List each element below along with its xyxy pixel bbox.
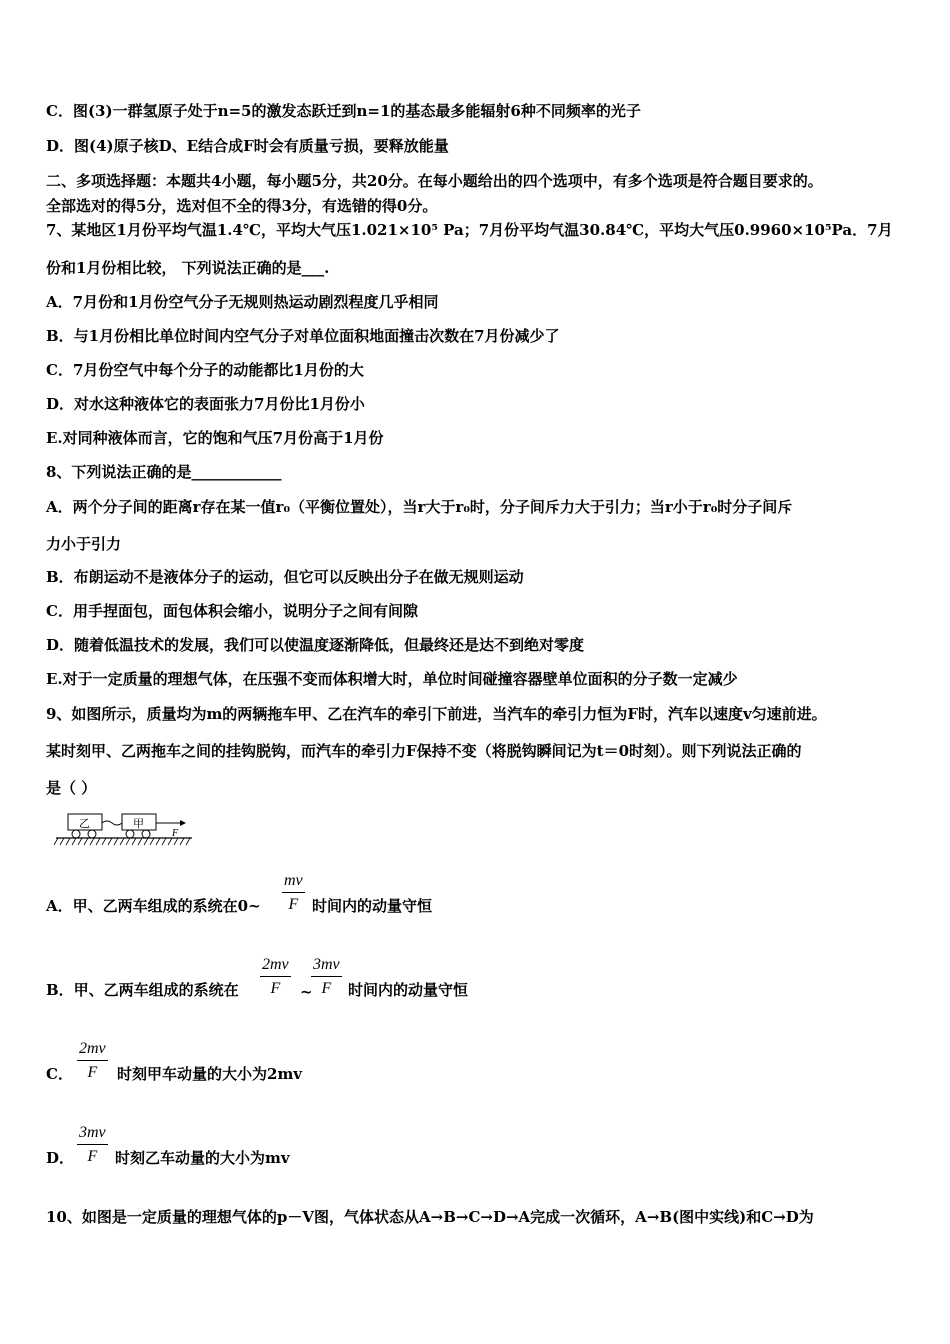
trailer-figure [52, 810, 197, 850]
q7-option-d: D．对水这种液体它的表面张力7月份比1月份小 [46, 395, 365, 413]
q9-stem-1: 9、如图所示，质量均为m的两辆拖车甲、乙在汽车的牵引下前进，当汽车的牵引力恒为F时，汽车以速度v匀速前进。 [46, 705, 827, 723]
q9-option-b-suffix: 时间内的动量守恒 [348, 981, 469, 999]
q8-option-a-1: A．两个分子间的距离r存在某一值r₀（平衡位置处），当r大于r₀时，分子间斥力大于引力；当r小于r₀时分子间斥 [46, 498, 793, 516]
q7-option-c: C．7月份空气中每个分子的动能都比1月份的大 [46, 361, 364, 379]
q8-option-c: C．用手捏面包，面包体积会缩小，说明分子之间有间隙 [46, 602, 418, 620]
q9-option-d-fraction: 3mv F [79, 1124, 106, 1165]
q7-option-a: A．7月份和1月份空气分子无规则热运动剧烈程度几乎相同 [46, 293, 439, 311]
q9-option-c-suffix: 时刻甲车动量的大小为2mv [117, 1065, 303, 1083]
q9-option-c-prefix: C． [46, 1065, 73, 1083]
q9-option-a-fraction: mv F [284, 872, 303, 913]
q9-stem-3: 是（ ） [46, 779, 97, 797]
q7-stem-1: 7、某地区1月份平均气温1.4℃，平均大气压1.021×10⁵ Pa；7月份平均气温30.84℃，平均大气压0.9960×10⁵Pa．7月 [46, 221, 893, 239]
q9-option-b-fraction-1: 2mv F [262, 956, 289, 997]
q8-stem: 8、下列说法正确的是____________ [46, 463, 282, 481]
q9-option-c-fraction: 2mv F [79, 1040, 106, 1081]
q9-option-a-prefix: A．甲、乙两车组成的系统在0~ [46, 897, 261, 915]
q7-option-b: B．与1月份相比单位时间内空气分子对单位面积地面撞击次数在7月份减少了 [46, 327, 560, 345]
line-2: D．图(4)原子核D、E结合成F时会有质量亏损，要释放能量 [46, 137, 449, 155]
q7-stem-2: 份和1月份相比较， 下列说法正确的是___. [46, 259, 330, 277]
force-label: F [172, 828, 179, 839]
q10-stem: 10、如图是一定质量的理想气体的p－V图，气体状态从A→B→C→D→A完成一次循环，A→B(图中实线)和C→D为 [46, 1208, 814, 1226]
section-heading: 二、多项选择题：本题共4小题，每小题5分，共20分。在每小题给出的四个选项中，有多个选项是符合题目要求的。 [46, 172, 823, 190]
q9-option-b-tilde: ~ [300, 983, 313, 1001]
q9-option-a-suffix: 时间内的动量守恒 [312, 897, 433, 915]
q9-option-b-fraction-2: 3mv F [313, 956, 340, 997]
car-yi-label: 乙 [79, 817, 90, 830]
q8-option-e: E.对于一定质量的理想气体，在压强不变而体积增大时，单位时间碰撞容器壁单位面积的分子数一定减少 [46, 670, 738, 688]
q9-stem-2: 某时刻甲、乙两拖车之间的挂钩脱钩，而汽车的牵引力F保持不变（将脱钩瞬间记为t＝0时刻）。则下列说法正确的 [46, 742, 802, 760]
q9-option-d-prefix: D． [46, 1149, 75, 1167]
section-instructions: 全部选对的得5分，选对但不全的得3分，有选错的得0分。 [46, 197, 438, 215]
q9-option-d-suffix: 时刻乙车动量的大小为mv [115, 1149, 290, 1167]
q8-option-d: D．随着低温技术的发展，我们可以使温度逐渐降低，但最终还是达不到绝对零度 [46, 636, 585, 654]
line-1: C．图(3)一群氢原子处于n=5的激发态跃迁到n=1的基态最多能辐射6种不同频率的光子 [46, 102, 641, 120]
q7-option-e: E.对同种液体而言，它的饱和气压7月份高于1月份 [46, 429, 384, 447]
q9-option-b-prefix: B．甲、乙两车组成的系统在 [46, 981, 239, 999]
car-jia-label: 甲 [133, 817, 144, 830]
q8-option-a-2: 力小于引力 [46, 535, 122, 553]
q8-option-b: B．布朗运动不是液体分子的运动，但它可以反映出分子在做无规则运动 [46, 568, 524, 586]
